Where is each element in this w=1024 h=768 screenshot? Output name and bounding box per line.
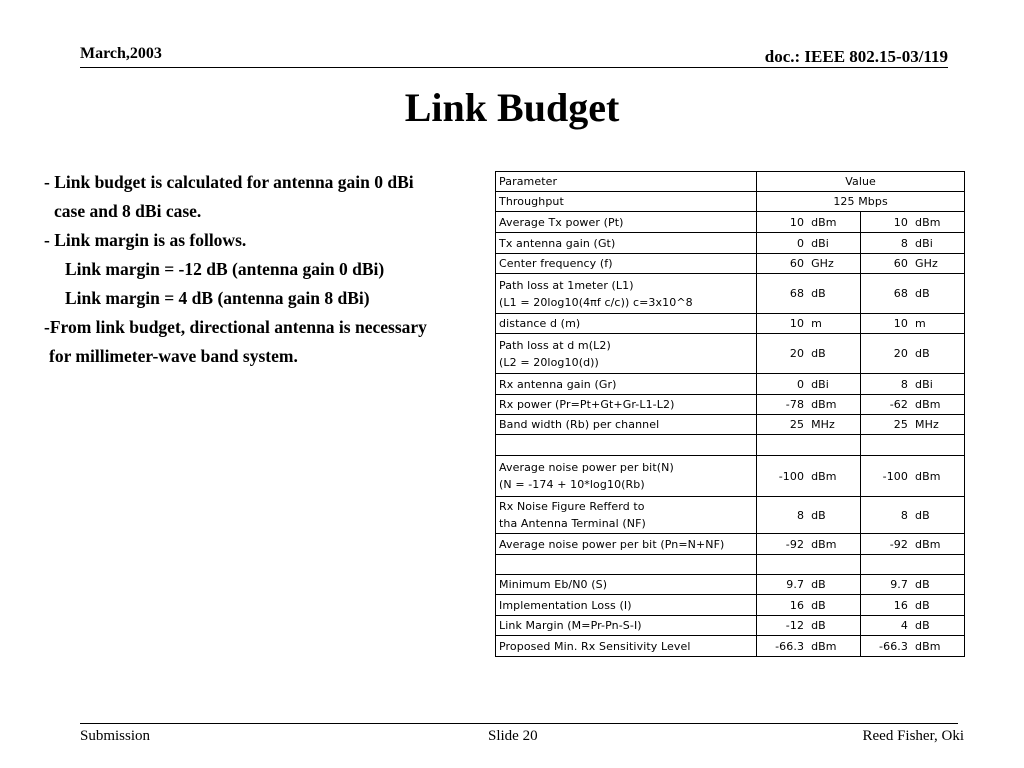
value-unit: MHz xyxy=(811,418,835,431)
table-header-row xyxy=(496,172,965,192)
value-gain-0dbi xyxy=(757,212,861,233)
value-gain-8dbi xyxy=(861,274,965,314)
table-row xyxy=(496,636,965,657)
value-unit: GHz xyxy=(811,257,834,270)
value-gain-8dbi xyxy=(861,636,965,657)
parameter-text: (L2 = 20log10(d)) xyxy=(499,355,599,369)
table-row xyxy=(496,534,965,555)
throughput-value: 125 Mbps xyxy=(757,192,965,212)
value-unit: dB xyxy=(915,287,930,300)
bullet-line: Link margin = 4 dB (antenna gain 8 dBi) xyxy=(65,288,370,308)
footer-author: Reed Fisher, Oki xyxy=(862,728,964,744)
parameter-text: Link Margin (M=Pr-Pn-S-I) xyxy=(499,619,642,632)
table-row xyxy=(496,616,965,636)
value-gain-8dbi xyxy=(861,212,965,233)
bullet-line: -From link budget, directional antenna is necessary xyxy=(44,317,427,337)
value-gain-0dbi xyxy=(757,497,861,534)
table-row xyxy=(496,595,965,616)
value-gain-0dbi xyxy=(757,254,861,274)
parameter-cell xyxy=(496,456,757,497)
value-number: 8 xyxy=(900,508,908,522)
value-gain-0dbi xyxy=(757,395,861,415)
parameter-cell xyxy=(496,274,757,314)
value-unit: dBm xyxy=(915,537,941,551)
value-gain-8dbi xyxy=(861,555,965,575)
value-number: -100 xyxy=(882,469,908,483)
table-row xyxy=(496,334,965,374)
parameter-cell xyxy=(496,374,757,395)
parameter-cell xyxy=(496,636,757,657)
value-gain-8dbi xyxy=(861,334,965,374)
value-unit: dB xyxy=(915,619,930,632)
value-gain-0dbi xyxy=(757,456,861,497)
value-number: 68 xyxy=(893,287,908,300)
value-gain-8dbi xyxy=(861,374,965,395)
table-row xyxy=(496,435,965,456)
value-unit: dB xyxy=(811,287,826,300)
bullet-line: case and 8 dBi case. xyxy=(54,201,202,221)
value-number: 60 xyxy=(893,257,908,270)
value-unit: dB xyxy=(915,347,930,360)
parameter-cell xyxy=(496,555,757,575)
value-number: -78 xyxy=(785,398,805,411)
table-row-throughput xyxy=(496,192,965,212)
value-unit: dBi xyxy=(811,377,829,391)
value-unit: GHz xyxy=(915,257,938,270)
parameter-cell xyxy=(496,334,757,374)
table-row xyxy=(496,254,965,274)
parameter-cell xyxy=(496,595,757,616)
value-number: 4 xyxy=(900,619,908,632)
throughput-label: Throughput xyxy=(496,192,757,212)
parameter-cell xyxy=(496,314,757,334)
value-number: -62 xyxy=(889,398,908,411)
value-unit: MHz xyxy=(915,418,939,431)
value-number: 68 xyxy=(789,287,805,300)
value-number: -12 xyxy=(785,619,805,632)
link-budget-table xyxy=(495,171,965,657)
header-parameter: Parameter xyxy=(496,172,757,192)
parameter-text: Average noise power per bit(N) xyxy=(499,461,674,474)
value-unit: dBm xyxy=(811,469,837,483)
value-number: 8 xyxy=(900,236,908,250)
value-gain-8dbi xyxy=(861,497,965,534)
value-unit: dB xyxy=(915,578,930,591)
value-gain-0dbi xyxy=(757,435,861,456)
parameter-text: Rx antenna gain (Gr) xyxy=(499,377,617,391)
value-gain-0dbi xyxy=(757,314,861,334)
parameter-text: Average Tx power (Pt) xyxy=(499,215,624,229)
value-gain-8dbi xyxy=(861,575,965,595)
value-number: 20 xyxy=(789,347,805,360)
value-gain-0dbi xyxy=(757,415,861,435)
value-unit: dBi xyxy=(915,377,933,391)
parameter-cell xyxy=(496,435,757,456)
value-gain-8dbi xyxy=(861,435,965,456)
parameter-text: distance d (m) xyxy=(499,317,581,330)
bullet-line: - Link margin is as follows. xyxy=(44,230,247,250)
value-number: 16 xyxy=(893,598,908,612)
value-unit: dB xyxy=(811,508,826,522)
value-unit: dB xyxy=(811,598,826,612)
value-unit: dBm xyxy=(811,639,837,653)
value-number: 8 xyxy=(796,508,805,522)
value-unit: dBm xyxy=(811,537,837,551)
parameter-text: Center frequency (f) xyxy=(499,257,613,270)
value-number: 9.7 xyxy=(786,578,805,591)
value-gain-8dbi xyxy=(861,415,965,435)
value-gain-0dbi xyxy=(757,534,861,555)
footer-slide-number: Slide 20 xyxy=(488,728,538,744)
parameter-cell xyxy=(496,212,757,233)
parameter-text: (N = -174 + 10*log10(Rb) xyxy=(499,478,645,491)
parameter-cell xyxy=(496,395,757,415)
bullet-line: - Link budget is calculated for antenna gain 0 dBi xyxy=(44,172,414,192)
value-gain-0dbi xyxy=(757,595,861,616)
value-number: 10 xyxy=(893,317,908,330)
table-row xyxy=(496,314,965,334)
value-number: 10 xyxy=(789,317,805,330)
value-number: -92 xyxy=(785,537,805,551)
value-number: 0 xyxy=(796,236,805,250)
value-gain-0dbi xyxy=(757,374,861,395)
value-gain-0dbi xyxy=(757,636,861,657)
value-number: 9.7 xyxy=(890,578,908,591)
table-row xyxy=(496,415,965,435)
parameter-text: Band width (Rb) per channel xyxy=(499,418,660,431)
table-row xyxy=(496,456,965,497)
table-row xyxy=(496,497,965,534)
value-number: 0 xyxy=(796,377,805,391)
table-row xyxy=(496,212,965,233)
value-unit: dBi xyxy=(811,236,829,250)
value-unit: dBm xyxy=(811,215,837,229)
parameter-text: Rx power (Pr=Pt+Gt+Gr-L1-L2) xyxy=(499,398,675,411)
table-row xyxy=(496,274,965,314)
value-unit: dBm xyxy=(915,215,941,229)
value-unit: dBm xyxy=(915,639,941,653)
value-unit: dBm xyxy=(915,469,941,483)
value-number: -92 xyxy=(889,537,908,551)
value-unit: dB xyxy=(811,347,826,360)
value-gain-0dbi xyxy=(757,233,861,254)
bullet-list xyxy=(44,168,494,371)
table-row xyxy=(496,374,965,395)
value-unit: dB xyxy=(811,578,826,591)
value-gain-8dbi xyxy=(861,456,965,497)
value-gain-8dbi xyxy=(861,534,965,555)
parameter-text: tha Antenna Terminal (NF) xyxy=(499,517,646,530)
value-number: 20 xyxy=(893,347,908,360)
value-number: 16 xyxy=(789,598,805,612)
value-gain-0dbi xyxy=(757,274,861,314)
value-gain-0dbi xyxy=(757,616,861,636)
value-number: 8 xyxy=(900,377,908,391)
parameter-text: Implementation Loss (I) xyxy=(499,598,632,612)
parameter-cell xyxy=(496,616,757,636)
value-gain-8dbi xyxy=(861,595,965,616)
value-unit: m xyxy=(915,317,926,330)
slide-title: Link Budget xyxy=(404,85,620,130)
value-unit: dBi xyxy=(915,236,933,250)
table-row xyxy=(496,575,965,595)
value-number: 10 xyxy=(893,215,908,229)
value-gain-0dbi xyxy=(757,575,861,595)
parameter-text: Path loss at d m(L2) xyxy=(499,338,611,352)
parameter-cell xyxy=(496,233,757,254)
parameter-cell xyxy=(496,254,757,274)
header-date: March,2003 xyxy=(80,45,162,62)
parameter-text: (L1 = 20log10(4πf c/c)) c=3x10^8 xyxy=(499,295,693,309)
value-gain-8dbi xyxy=(861,616,965,636)
bullet-line: Link margin = -12 dB (antenna gain 0 dBi) xyxy=(65,259,385,279)
parameter-text: Rx Noise Figure Refferd to xyxy=(499,500,645,513)
parameter-cell xyxy=(496,497,757,534)
value-gain-8dbi xyxy=(861,314,965,334)
parameter-text: Minimum Eb/N0 (S) xyxy=(499,578,608,591)
value-number: -66.3 xyxy=(879,639,908,653)
parameter-text: Proposed Min. Rx Sensitivity Level xyxy=(499,639,691,653)
header-doc-id: doc.: IEEE 802.15-03/119 xyxy=(764,47,948,66)
value-number: 10 xyxy=(789,215,805,229)
table-row xyxy=(496,395,965,415)
value-number: 60 xyxy=(789,257,805,270)
value-gain-8dbi xyxy=(861,233,965,254)
value-unit: m xyxy=(811,317,822,330)
bullet-line: for millimeter-wave band system. xyxy=(49,346,298,366)
header-divider xyxy=(80,67,948,68)
parameter-cell xyxy=(496,575,757,595)
value-unit: dB xyxy=(915,508,930,522)
value-unit: dBm xyxy=(811,398,837,411)
value-gain-0dbi xyxy=(757,555,861,575)
value-number: -100 xyxy=(778,469,805,483)
value-unit: dB xyxy=(811,619,826,632)
parameter-cell xyxy=(496,534,757,555)
value-gain-8dbi xyxy=(861,254,965,274)
parameter-cell xyxy=(496,415,757,435)
value-gain-0dbi xyxy=(757,334,861,374)
value-number: 25 xyxy=(893,418,908,431)
header-value: Value xyxy=(757,172,965,192)
footer-submission: Submission xyxy=(80,728,151,744)
value-number: 25 xyxy=(789,418,805,431)
value-unit: dB xyxy=(915,598,930,612)
value-unit: dBm xyxy=(915,398,941,411)
parameter-text: Tx antenna gain (Gt) xyxy=(499,236,616,250)
table-row xyxy=(496,233,965,254)
parameter-text: Average noise power per bit (Pn=N+NF) xyxy=(499,537,725,551)
parameter-text: Path loss at 1meter (L1) xyxy=(499,278,634,292)
table-row xyxy=(496,555,965,575)
value-gain-8dbi xyxy=(861,395,965,415)
value-number: -66.3 xyxy=(775,639,805,653)
footer-divider xyxy=(80,723,958,724)
